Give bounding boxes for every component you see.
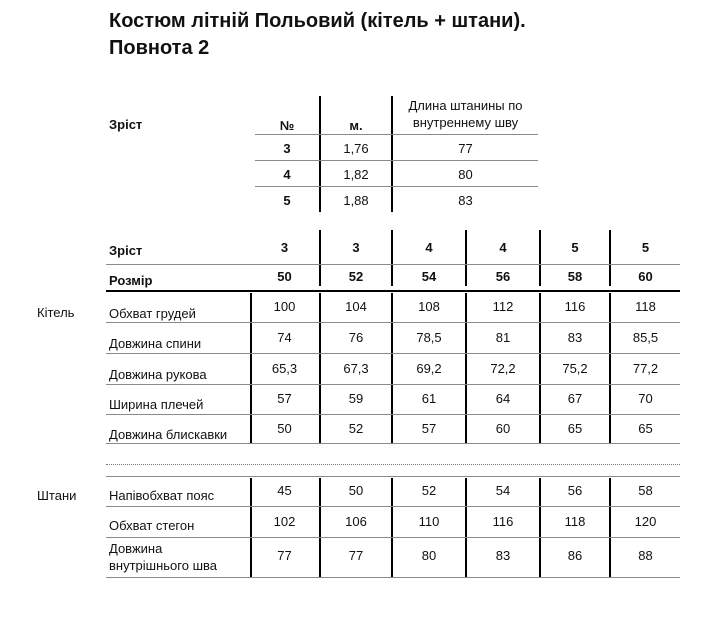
value-cell: 77 [277,548,292,563]
height-cell: 4 [425,240,433,255]
row-rule [106,443,680,444]
row-rule [106,506,680,507]
value-cell: 118 [564,514,586,529]
value-cell: 64 [495,391,511,406]
height-row-number: 4 [283,167,291,182]
size-cell: 52 [348,269,364,284]
row-label-line: Довжина [109,541,163,556]
row-label-line: внутрішнього шва [109,558,217,573]
value-cell: 102 [273,514,296,529]
value-cell: 67 [567,391,583,406]
section-name-jacket: Кітель [37,305,75,320]
size-label: Розмір [109,273,153,288]
value-cell: 65,3 [271,361,298,376]
size-header-thick-rule [106,290,680,292]
value-cell: 83 [495,548,511,563]
value-cell: 60 [495,421,511,436]
value-cell: 74 [277,330,292,345]
row-rule [106,414,680,415]
title-line-1: Костюм літній Польовий (кітель + штани). [109,10,526,32]
row-label: Довжина блискавки [109,427,228,442]
row-label: Напівобхват пояс [109,488,215,503]
row-label: Довжина рукова [109,367,207,382]
row-rule [106,322,680,323]
value-cell: 50 [348,483,364,498]
value-cell: 58 [638,483,653,498]
height-row-meters: 1,82 [343,167,369,182]
value-cell: 77 [348,548,364,563]
value-cell: 65 [567,421,583,436]
row-label: Обхват стегон [109,518,195,533]
value-cell: 108 [418,299,440,314]
value-cell: 45 [277,483,292,498]
size-cell: 54 [421,269,437,284]
value-cell: 86 [567,548,583,563]
size-cell: 58 [567,269,583,284]
value-cell: 70 [638,391,653,406]
height-cell: 3 [352,240,360,255]
height-label: Зріст [109,117,143,132]
height-row-number: 5 [283,193,291,208]
row-label [109,540,217,574]
height-row-inseam: 80 [458,167,473,182]
size-height-label: Зріст [109,243,143,258]
value-cell: 54 [495,483,511,498]
row-rule [106,384,680,385]
row-label: Довжина спини [109,336,202,351]
size-header-rule [106,264,680,265]
value-cell: 57 [421,421,437,436]
height-row-rule-2 [255,186,538,187]
height-cell: 3 [280,240,289,255]
height-row-meters: 1,76 [343,141,369,156]
value-cell: 100 [273,299,296,314]
value-cell: 56 [567,483,583,498]
value-cell: 75,2 [562,361,588,376]
row-label: Обхват грудей [109,306,196,321]
value-cell: 112 [492,299,514,314]
value-cell: 52 [421,483,437,498]
size-cell: 50 [277,269,292,284]
height-row-number: 3 [283,141,291,156]
value-cell: 78,5 [416,330,442,345]
value-cell: 104 [345,299,367,314]
title-line-2: Повнота 2 [109,37,210,59]
value-cell: 65 [638,421,653,436]
value-cell: 72,2 [490,361,516,376]
value-cell: 110 [418,514,440,529]
section-name-trousers: Штани [37,488,77,503]
row-rule [106,476,680,477]
header-number: № [279,118,295,133]
height-cell: 5 [641,240,650,255]
document-title [109,8,526,62]
value-cell: 57 [277,391,292,406]
height-row-meters: 1,88 [343,193,369,208]
value-cell: 120 [634,514,657,529]
value-cell: 83 [567,330,583,345]
value-cell: 88 [638,548,653,563]
value-cell: 81 [495,330,511,345]
section-spacer-rule [106,464,680,465]
row-rule [106,577,680,578]
value-cell: 77,2 [632,361,659,376]
height-cell: 4 [499,240,507,255]
value-cell: 118 [635,299,656,314]
value-cell: 80 [421,548,437,563]
value-cell: 116 [564,299,586,314]
header-meters: м. [349,118,363,133]
height-row-rule-1 [255,160,538,161]
height-cell: 5 [571,240,579,255]
value-cell: 52 [348,421,364,436]
value-cell: 61 [421,391,437,406]
value-cell: 67,3 [343,361,369,376]
value-cell: 116 [492,514,514,529]
value-cell: 50 [277,421,292,436]
size-cell: 60 [638,269,653,284]
height-header-rule [255,134,538,135]
row-label: Ширина плечей [109,397,204,412]
row-rule [106,353,680,354]
value-cell: 106 [345,514,367,529]
value-cell: 59 [348,391,364,406]
row-rule [106,537,680,538]
size-cell: 56 [495,269,511,284]
height-row-inseam: 77 [458,141,473,156]
value-cell: 76 [348,330,364,345]
value-cell: 69,2 [416,361,442,376]
header-inseam: Длина штанины по внутреннему шву [408,98,523,130]
height-row-inseam: 83 [458,193,473,208]
value-cell: 85,5 [632,330,659,345]
